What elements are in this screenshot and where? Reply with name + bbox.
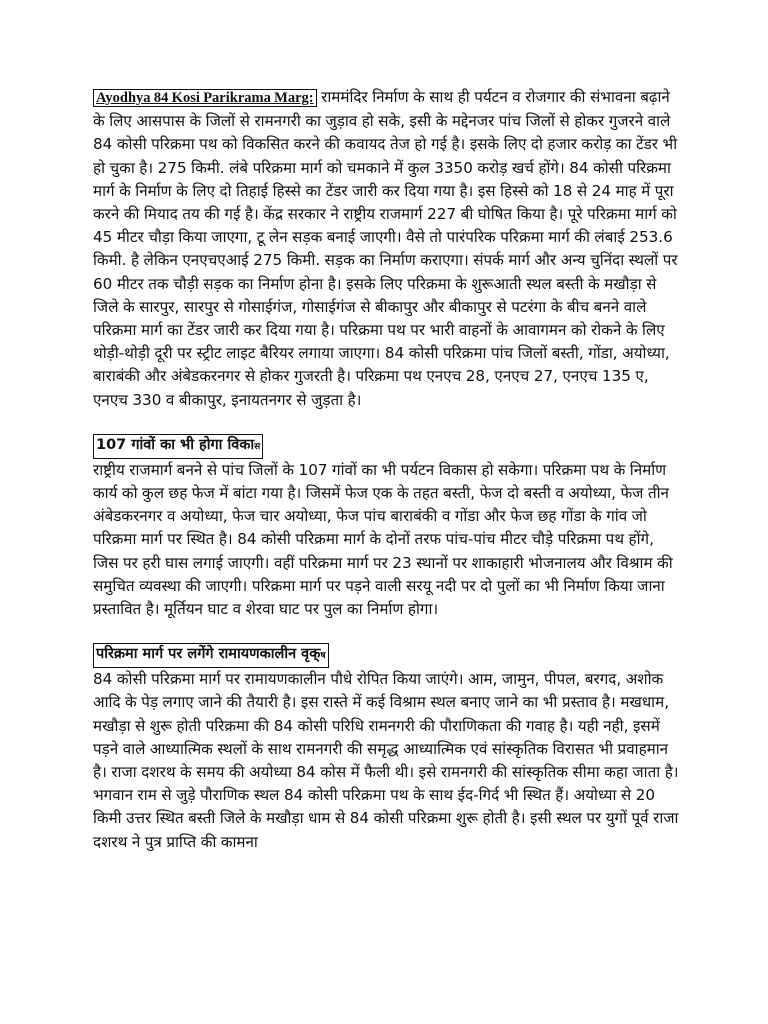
section-107-villages bbox=[93, 434, 683, 621]
section-heading-ramayana-trees bbox=[93, 643, 329, 668]
paragraph-ramayana-trees: 84 कोसी परिक्रमा मार्ग पर रामायणकालीन पौधे रोपित किया जाएंगे। आम, जामुन, पीपल, बरगद, अशोक आदि के पेड़ लगाए जाने की तैयारी है। इस रास्ते में कई विश्राम स्थल बनाए जाने का भी प्रस्ताव है। मखधाम, मखौड़ा से शुरू होती परिक्रमा की 84 कोसी परिधि रामनगरी की पौराणिकता की गवाह है। यही नही, इसमें पड़ने वाले आध्यात्मिक स्थलों के साथ रामनगरी की समृद्ध आध्यात्मिक एवं सांस्कृतिक विरासत भी प्रवाहमान है। राजा दशरथ के समय की अयोध्या 84 कोस में फैली थी। इसे रामनगरी की सांस्कृतिक सीमा कहा जाता है। भगवान राम से जुड़े पौराणिक स्थल 84 कोसी परिक्रमा पथ के साथ ईद-गिर्द भी स्थित हैं। अयोध्या से 20 किमी उत्तर स्थित बस्ती जिले के मखौड़ा धाम से 84 कोसी परिक्रमा शुरू होती है। इसी स्थल पर युगों पूर्व राजा दशरथ ने पुत्र प्राप्ति की कामना bbox=[93, 670, 679, 851]
section-parikrama-marg bbox=[93, 86, 683, 412]
section-heading-107-villages bbox=[93, 434, 263, 459]
heading-text: 107 गांवों का भी होगा विका bbox=[96, 436, 255, 453]
section-ramayana-trees bbox=[93, 643, 683, 854]
heading-text: परिक्रमा मार्ग पर लगेंगे रामायणकालीन वृक् bbox=[96, 646, 321, 663]
document-page bbox=[93, 86, 683, 854]
heading-text-tail: स bbox=[254, 441, 261, 452]
paragraph-parikrama-marg bbox=[93, 86, 683, 412]
section-heading-parikrama-marg: Ayodhya 84 Kosi Parikrama Marg: bbox=[93, 89, 317, 107]
paragraph-107-villages: राष्ट्रीय राजमार्ग बनने से पांच जिलों के 107 गांवों का भी पर्यटन विकास हो सकेगा। परिक्रमा पथ के निर्माण कार्य को कुल छह फेज में बांटा गया है। जिसमें फेज एक के तहत बस्ती, फेज दो बस्ती व अयोध्या, फेज तीन अंबेडकरनगर व अयोध्या, फेज चार अयोध्या, फेज पांच बाराबंकी व गोंडा और फेज छह गोंडा के गांव जो परिक्रमा मार्ग पर स्थित है। 84 कोसी परिक्रमा मार्ग के दोनों तरफ पांच-पांच मीटर चौड़े परिक्रमा पथ होंगे, जिस पर हरी घास लगाई जाएगी। वहीं परिक्रमा मार्ग पर 23 स्थानों पर शाकाहारी भोजनालय और विश्राम की समुचित व्यवस्था की जाएगी। परिक्रमा मार्ग पर पड़ने वाली सरयू नदी पर दो पुलों का भी निर्माण किया जाना प्रस्तावित है। मूर्तियन घाट व शेरवा घाट पर पुल का निर्माण होगा। bbox=[93, 460, 673, 619]
paragraph-body: राममंदिर निर्माण के साथ ही पर्यटन व रोजगार की संभावना बढ़ाने के लिए आसपास के जिलों से रामनगरी का जुड़ाव हो सके, इसी के मद्देनजर पांच जिलों से होकर गुजरने वाले 84 कोसी परिक्रमा पथ को विकसित करने की कवायद तेज हो गई है। इसके लिए दो हजार करोड़ का टेंडर भी हो चुका है। 275 किमी. लंबे परिक्रमा मार्ग को चमकाने में कुल 3350 करोड़ खर्च होंगे। 84 कोसी परिक्रमा मार्ग के निर्माण के लिए दो तिहाई हिस्से का टेंडर जारी कर दिया गया है। इस हिस्से को 18 से 24 माह में पूरा करने की मियाद तय की गई है। केंद्र सरकार ने राष्ट्रीय राजमार्ग 227 बी घोषित किया है। पूरे परिक्रमा मार्ग को 45 मीटर चौड़ा किया जाएगा, टू लेन सड़क बनाई जाएगी। वैसे तो पारंपरिक परिक्रमा मार्ग की लंबाई 253.6 किमी. है लेकिन एनएचएआई 275 किमी. सड़क का निर्माण कराएगा। संपर्क मार्ग और अन्य चुनिंदा स्थलों पर 60 मीटर तक चौड़ी सड़क का निर्माण होना है। इसके लिए परिक्रमा के शुरूआती स्थल बस्ती के मखौड़ा से जिले के सारपुर, सारपुर से गोसाईगंज, गोसाईगंज से बीकापुर और बीकापुर से पटरंगा के बीच बनने वाले परिक्रमा मार्ग का टेंडर जारी कर दिया गया है। परिक्रमा पथ पर भारी वाहनों के आवागमन को रोकने के लिए थोड़ी-थोड़ी दूरी पर स्ट्रीट लाइट बैरियर लगाया जाएगा। 84 कोसी परिक्रमा पांच जिलों बस्ती, गोंडा, अयोध्या, बाराबंकी और अंबेडकरनगर से होकर गुजरती है। परिक्रमा पथ एनएच 28, एनएच 27, एनएच 135 ए, एनएच 330 व बीकापुर, इनायतनगर से जुड़ता है। bbox=[93, 88, 678, 409]
heading-text-tail: ष bbox=[320, 651, 326, 662]
